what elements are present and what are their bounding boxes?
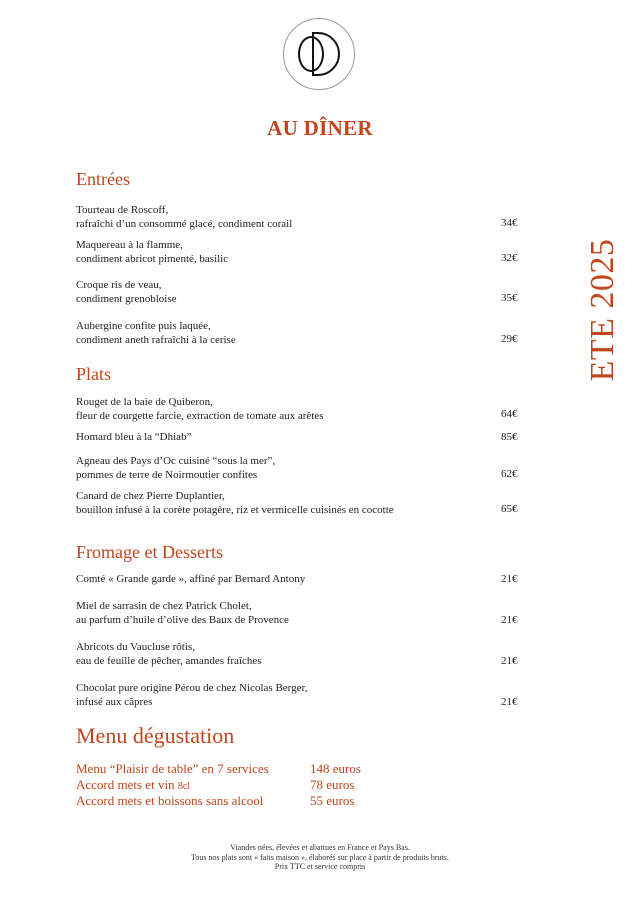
item-name: Canard de chez Pierre Duplantier, bbox=[76, 490, 225, 502]
tasting-label: Menu “Plaisir de table” en 7 services bbox=[76, 761, 269, 776]
tasting-label: Accord mets et boissons sans alcool bbox=[76, 793, 264, 808]
tasting-note: 8cl bbox=[177, 781, 191, 792]
menu-item bbox=[76, 320, 506, 347]
item-price: 64€ bbox=[501, 408, 518, 420]
item-description: au parfum d’huile d’olive des Baux de Provence bbox=[76, 613, 289, 626]
logo-letter-d bbox=[312, 32, 340, 76]
season-label: ETE 2025 bbox=[584, 238, 621, 382]
item-description: pommes de terre de Noirmoutier confites bbox=[76, 468, 258, 481]
tasting-price: 78 euros bbox=[310, 777, 355, 792]
menu-item bbox=[76, 641, 506, 668]
footer-line-homemade: Tous nos plats sont « faits maison », élaborés sur place à partir de produits bruts. bbox=[191, 852, 449, 862]
tasting-label: Accord mets et vin bbox=[76, 777, 178, 792]
item-price: 85€ bbox=[501, 431, 518, 443]
item-price: 32€ bbox=[501, 252, 518, 264]
item-name: Comté « Grande garde », affiné par Bernard Antony bbox=[76, 573, 306, 585]
item-name: Chocolat pure origine Pérou de chez Nicolas Berger, bbox=[76, 682, 308, 694]
item-price: 21€ bbox=[501, 614, 518, 626]
section-heading-entrees: Entrées bbox=[76, 169, 130, 189]
menu-item bbox=[76, 490, 506, 517]
item-description: eau de feuille de pêcher, amandes fraîches bbox=[76, 654, 262, 667]
tasting-row-label bbox=[76, 793, 263, 809]
footer-line-origin: Viandes nées, élevées et abattues en France et Pays Bas. bbox=[230, 843, 410, 852]
section-heading-plats: Plats bbox=[76, 364, 112, 384]
menu-item bbox=[76, 431, 506, 445]
item-description: rafraîchi d’un consommé glacé, condiment corail bbox=[76, 217, 293, 230]
menu-item bbox=[76, 239, 506, 266]
item-price: 21€ bbox=[501, 696, 518, 708]
section-heading-menu-degustation: Menu dégustation bbox=[76, 723, 235, 748]
page-title: AU DÎNER bbox=[267, 116, 373, 140]
menu-item bbox=[76, 204, 506, 231]
menu-item bbox=[76, 279, 506, 306]
item-price: 29€ bbox=[501, 333, 518, 345]
od-monogram-logo-icon bbox=[283, 18, 355, 90]
item-description: fleur de courgette farcie, extraction de tomate aux arêtes bbox=[76, 409, 324, 422]
menu-item bbox=[76, 682, 506, 709]
item-name: Homard bleu à la “Dhiab” bbox=[76, 431, 192, 443]
section-heading-fromage-desserts: Fromage et Desserts bbox=[76, 542, 223, 562]
item-name: Abricots du Vaucluse rôtis, bbox=[76, 641, 195, 653]
item-price: 35€ bbox=[501, 292, 518, 304]
item-price: 62€ bbox=[501, 468, 518, 480]
item-description: bouillon infusé à la corète potagère, riz et vermicelle cuisinés en cocotte bbox=[76, 503, 394, 516]
item-price: 21€ bbox=[501, 655, 518, 667]
item-price: 65€ bbox=[501, 503, 518, 515]
item-name: Rouget de la baie de Quiberon, bbox=[76, 396, 213, 408]
item-description: infusé aux câpres bbox=[76, 695, 153, 708]
tasting-price: 148 euros bbox=[310, 761, 361, 776]
item-name: Maquereau à la flamme, bbox=[76, 239, 183, 251]
menu-item bbox=[76, 396, 506, 423]
menu-item bbox=[76, 600, 506, 627]
tasting-price: 55 euros bbox=[310, 793, 355, 808]
footer-notes bbox=[0, 843, 640, 872]
item-price: 21€ bbox=[501, 573, 518, 585]
item-description: condiment abricot pimenté, basilic bbox=[76, 252, 229, 265]
item-price: 34€ bbox=[501, 217, 518, 229]
item-name: Agneau des Pays d’Oc cuisiné “sous la mer”, bbox=[76, 455, 276, 467]
footer-line-prices: Prix TTC et service compris bbox=[274, 862, 366, 871]
item-name: Miel de sarrasin de chez Patrick Cholet, bbox=[76, 600, 252, 612]
item-name: Aubergine confite puis laquée, bbox=[76, 320, 211, 332]
item-description: condiment grenobloise bbox=[76, 292, 177, 305]
menu-item bbox=[76, 573, 506, 587]
item-name: Tourteau de Roscoff, bbox=[76, 204, 169, 216]
item-name: Croque ris de veau, bbox=[76, 279, 162, 291]
item-description: condiment aneth rafraîchi à la cerise bbox=[76, 333, 236, 346]
tasting-row-label bbox=[76, 761, 269, 777]
menu-item bbox=[76, 455, 506, 482]
